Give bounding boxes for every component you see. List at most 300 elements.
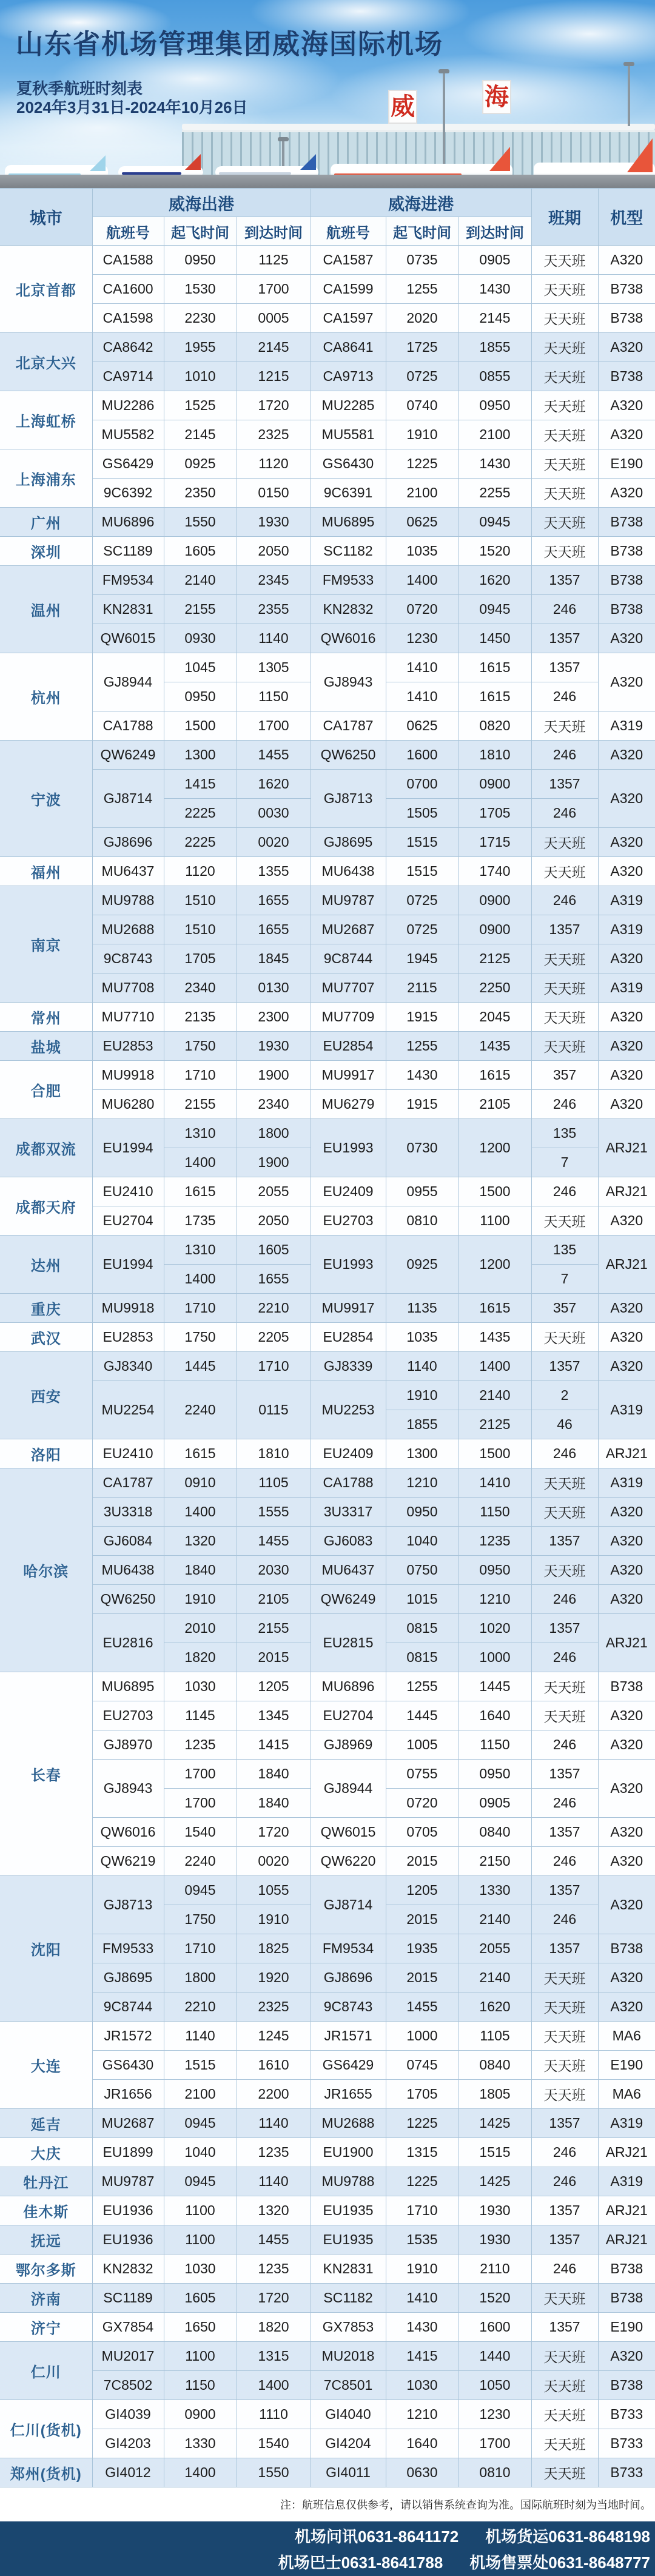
table-row	[0, 1206, 655, 1236]
flight-cell: MU6279	[311, 1090, 386, 1119]
flight-cell: MU6896	[311, 1672, 386, 1701]
flight-cell: 0730	[386, 1119, 458, 1177]
flight-cell: 2140	[458, 1905, 531, 1934]
flight-cell: 0745	[386, 2051, 458, 2080]
flight-cell: 1955	[164, 333, 237, 362]
tarmac	[0, 175, 655, 188]
flight-cell: KN2831	[92, 595, 164, 624]
flight-cell: 2010	[164, 1614, 237, 1643]
flight-cell: 1710	[164, 1294, 237, 1323]
table-row	[0, 1498, 655, 1527]
flight-cell: 0030	[237, 799, 311, 828]
flight-cell: 1910	[386, 2255, 458, 2284]
flight-cell: MU2285	[311, 391, 386, 420]
flight-cell: 1705	[164, 944, 237, 974]
flight-cell: A320	[598, 333, 655, 362]
table-row	[0, 2429, 655, 2458]
table-row	[0, 1585, 655, 1614]
flight-cell: 0725	[386, 886, 458, 915]
flight-cell: 1855	[386, 1410, 458, 1439]
flight-cell: EU2409	[311, 1439, 386, 1468]
flight-cell: E190	[598, 449, 655, 479]
flight-cell: A319	[598, 974, 655, 1003]
flight-cell: B733	[598, 2400, 655, 2429]
flight-cell: A320	[598, 1847, 655, 1876]
table-row	[0, 1236, 655, 1265]
flight-cell: 1125	[237, 246, 311, 275]
flight-cell: 0815	[386, 1643, 458, 1672]
table-row	[0, 2458, 655, 2487]
flight-cell: 1500	[458, 1177, 531, 1206]
table-row	[0, 1556, 655, 1585]
flight-cell: 天天班	[531, 944, 598, 974]
flight-cell: 0945	[164, 2109, 237, 2138]
flight-cell: 1510	[164, 915, 237, 944]
flight-cell: 1357	[531, 1614, 598, 1643]
flight-cell: 1535	[386, 2225, 458, 2255]
flight-cell: 1357	[531, 2313, 598, 2342]
flight-cell: 1820	[237, 2313, 311, 2342]
flight-cell: CA8642	[92, 333, 164, 362]
flight-cell: 0735	[386, 246, 458, 275]
flight-cell: 1225	[386, 449, 458, 479]
flight-cell: KN2832	[92, 2255, 164, 2284]
flight-cell: A320	[598, 741, 655, 770]
flight-cell: 1700	[164, 1760, 237, 1789]
flight-cell: QW6250	[311, 741, 386, 770]
flight-cell: 天天班	[531, 1701, 598, 1730]
flight-cell: 1415	[237, 1730, 311, 1760]
flight-cell: B738	[598, 1672, 655, 1701]
table-row	[0, 2371, 655, 2400]
city-cell: 大连	[0, 2022, 92, 2109]
flight-cell: GJ8339	[311, 1352, 386, 1381]
flight-cell: 天天班	[531, 974, 598, 1003]
flight-cell: A320	[598, 1730, 655, 1760]
flight-cell: 246	[531, 741, 598, 770]
flight-cell: 1810	[458, 741, 531, 770]
table-row	[0, 566, 655, 595]
flight-cell: CA9714	[92, 362, 164, 391]
flight-cell: 2210	[237, 1294, 311, 1323]
flight-cell: GI4203	[92, 2429, 164, 2458]
table-row	[0, 2284, 655, 2313]
flight-cell: 1840	[237, 1760, 311, 1789]
flight-cell: GJ8714	[311, 1876, 386, 1934]
flight-cell: MU5581	[311, 420, 386, 449]
flight-cell: 天天班	[531, 333, 598, 362]
flight-cell: 1515	[386, 828, 458, 857]
flight-cell: 1357	[531, 770, 598, 799]
flight-cell: 1105	[237, 1468, 311, 1498]
flight-cell: 1135	[386, 1294, 458, 1323]
col-header-days: 班期	[531, 189, 598, 246]
flight-cell: GJ8696	[92, 828, 164, 857]
flight-cell: 1320	[237, 2196, 311, 2225]
flight-cell: 1725	[386, 333, 458, 362]
flight-cell: QW6016	[311, 624, 386, 653]
flight-cell: GS6429	[92, 449, 164, 479]
flight-cell: 1000	[458, 1643, 531, 1672]
flight-cell: 2140	[458, 1963, 531, 1993]
flight-cell: 1605	[164, 537, 237, 566]
table-row	[0, 1876, 655, 1905]
flight-cell: 2100	[386, 479, 458, 508]
flight-cell: MA6	[598, 2022, 655, 2051]
flight-cell: A320	[598, 1993, 655, 2022]
flight-cell: 357	[531, 1294, 598, 1323]
flight-cell: 1150	[458, 1730, 531, 1760]
flight-cell: 1357	[531, 1760, 598, 1789]
flight-cell: QW6249	[92, 741, 164, 770]
city-cell: 北京首都	[0, 246, 92, 333]
flight-cell: 246	[531, 2167, 598, 2196]
flight-cell: 1435	[458, 1032, 531, 1061]
flight-cell: 1750	[164, 1032, 237, 1061]
flight-cell: 2050	[237, 1206, 311, 1236]
city-cell: 延吉	[0, 2109, 92, 2138]
flight-cell: GI4040	[311, 2400, 386, 2429]
flight-cell: A320	[598, 1003, 655, 1032]
flight-cell: GJ8969	[311, 1730, 386, 1760]
flight-cell: 天天班	[531, 1323, 598, 1352]
city-cell: 合肥	[0, 1061, 92, 1119]
flight-cell: GJ8944	[92, 653, 164, 711]
flight-cell: 1930	[458, 2196, 531, 2225]
flight-cell: 1515	[458, 2138, 531, 2167]
flight-cell: 246	[531, 682, 598, 711]
flight-cell: QW6220	[311, 1847, 386, 1876]
flight-cell: FM9534	[311, 1934, 386, 1963]
flight-cell: 1145	[164, 1701, 237, 1730]
flight-cell: MU2687	[311, 915, 386, 944]
flight-cell: GJ8713	[311, 770, 386, 828]
flight-cell: 0115	[237, 1381, 311, 1439]
flight-cell: 246	[531, 1730, 598, 1760]
flight-cell: 天天班	[531, 304, 598, 333]
flight-cell: 0950	[164, 246, 237, 275]
flight-cell: ARJ21	[598, 1236, 655, 1294]
flight-cell: FM9533	[311, 566, 386, 595]
flight-cell: 2155	[237, 1614, 311, 1643]
city-cell: 杭州	[0, 653, 92, 741]
flight-cell: 天天班	[531, 1556, 598, 1585]
flight-cell: 1020	[458, 1614, 531, 1643]
flight-cell: EU2410	[92, 1177, 164, 1206]
flight-cell: 1400	[164, 1148, 237, 1177]
table-row	[0, 828, 655, 857]
table-row	[0, 1061, 655, 1090]
flight-cell: 1400	[458, 1352, 531, 1381]
flight-cell: 天天班	[531, 1003, 598, 1032]
flight-cell: E190	[598, 2313, 655, 2342]
flight-cell: 1620	[458, 566, 531, 595]
flight-cell: 1357	[531, 1934, 598, 1963]
flight-cell: 9C6391	[311, 479, 386, 508]
city-cell: 北京大兴	[0, 333, 92, 391]
flight-cell: 1120	[164, 857, 237, 886]
flight-cell: 1900	[237, 1061, 311, 1090]
flight-cell: CA1788	[92, 711, 164, 741]
city-cell: 郑州(货机)	[0, 2458, 92, 2487]
flight-cell: 1615	[458, 682, 531, 711]
flight-cell: 1720	[237, 2284, 311, 2313]
flight-cell: 0945	[164, 1876, 237, 1905]
flight-cell: 0900	[458, 915, 531, 944]
flight-cell: 0725	[386, 362, 458, 391]
flight-cell: 0755	[386, 1760, 458, 1789]
flight-cell: 1705	[458, 799, 531, 828]
flight-cell: EU2815	[311, 1614, 386, 1672]
flight-cell: 0630	[386, 2458, 458, 2487]
flight-cell: 2110	[458, 2255, 531, 2284]
flight-cell: 0925	[164, 449, 237, 479]
city-cell: 广州	[0, 508, 92, 537]
col-header-arr-arr-time: 到达时间	[458, 217, 531, 246]
flight-cell: QW6249	[311, 1585, 386, 1614]
flight-cell: 0955	[386, 1177, 458, 1206]
flight-cell: 1655	[237, 915, 311, 944]
flight-cell: 246	[531, 2255, 598, 2284]
table-row	[0, 1381, 655, 1410]
flight-cell: 1245	[237, 2022, 311, 2051]
flight-cell: 1400	[164, 1265, 237, 1294]
flight-cell: GJ8970	[92, 1730, 164, 1760]
flight-cell: 2205	[237, 1323, 311, 1352]
table-row	[0, 1993, 655, 2022]
flight-cell: JR1655	[311, 2080, 386, 2109]
flight-cell: A320	[598, 1061, 655, 1090]
table-row	[0, 537, 655, 566]
flight-cell: 1605	[237, 1236, 311, 1265]
flight-cell: 0900	[458, 886, 531, 915]
schedule-date-range: 2024年3月31日-2024年10月26日	[16, 98, 248, 116]
flight-cell: 0130	[237, 974, 311, 1003]
flight-cell: 1550	[237, 2458, 311, 2487]
flight-cell: 1500	[164, 711, 237, 741]
flight-cell: A320	[598, 246, 655, 275]
flight-cell: A319	[598, 1468, 655, 1498]
flight-cell: 1235	[458, 1527, 531, 1556]
flight-cell: 1050	[458, 2371, 531, 2400]
city-cell: 西安	[0, 1352, 92, 1439]
city-cell: 达州	[0, 1236, 92, 1294]
flight-cell: 2145	[237, 333, 311, 362]
flight-cell: B738	[598, 595, 655, 624]
flight-cell: 1910	[164, 1585, 237, 1614]
flight-cell: 1840	[237, 1789, 311, 1818]
flight-cell: 1610	[237, 2051, 311, 2080]
flight-cell: 1357	[531, 1876, 598, 1905]
flight-cell: MU7707	[311, 974, 386, 1003]
flight-cell: EU2703	[311, 1206, 386, 1236]
flight-cell: 1330	[164, 2429, 237, 2458]
flight-cell: 1615	[458, 653, 531, 682]
flight-cell: 天天班	[531, 1963, 598, 1993]
flight-cell: 2325	[237, 420, 311, 449]
flight-cell: 1540	[237, 2429, 311, 2458]
flight-cell: 天天班	[531, 2371, 598, 2400]
table-row	[0, 2225, 655, 2255]
table-row	[0, 1177, 655, 1206]
city-cell: 长春	[0, 1672, 92, 1876]
flight-cell: GJ8695	[92, 1963, 164, 1993]
table-row	[0, 1032, 655, 1061]
city-cell: 仁川	[0, 2342, 92, 2400]
flight-cell: 1425	[458, 2109, 531, 2138]
flight-cell: 2355	[237, 595, 311, 624]
flight-cell: 2200	[237, 2080, 311, 2109]
flight-cell: A320	[598, 2342, 655, 2371]
flight-cell: 3U3318	[92, 1498, 164, 1527]
flight-cell: 1820	[164, 1643, 237, 1672]
flight-cell: EU2854	[311, 1032, 386, 1061]
flight-cell: GS6430	[311, 449, 386, 479]
flight-cell: 2340	[164, 974, 237, 1003]
flight-cell: E190	[598, 2051, 655, 2080]
flight-cell: QW6250	[92, 1585, 164, 1614]
flight-cell: 1035	[386, 1323, 458, 1352]
flight-cell: 1205	[237, 1672, 311, 1701]
flight-cell: 1040	[164, 2138, 237, 2167]
flight-cell: 1300	[164, 741, 237, 770]
flight-cell: CA8641	[311, 333, 386, 362]
flight-cell: CA1597	[311, 304, 386, 333]
flight-cell: MU2253	[311, 1381, 386, 1439]
flight-cell: B738	[598, 2284, 655, 2313]
flight-cell: A320	[598, 653, 655, 711]
table-row	[0, 915, 655, 944]
flight-cell: 0020	[237, 828, 311, 857]
flight-cell: 0740	[386, 391, 458, 420]
table-row	[0, 711, 655, 741]
flight-cell: 0005	[237, 304, 311, 333]
flight-cell: 135	[531, 1236, 598, 1265]
flight-cell: EU1993	[311, 1236, 386, 1294]
city-cell: 盐城	[0, 1032, 92, 1061]
flight-cell: A320	[598, 770, 655, 828]
flight-cell: MU6437	[311, 1556, 386, 1585]
flight-cell: 1105	[458, 2022, 531, 2051]
flight-cell: 1455	[237, 741, 311, 770]
contact-ticket-office: 机场售票处0631-8648777	[469, 2554, 650, 2572]
table-row	[0, 2196, 655, 2225]
flight-cell: 1215	[237, 362, 311, 391]
flight-cell: MU6895	[311, 508, 386, 537]
flight-cell: 1357	[531, 1818, 598, 1847]
flight-cell: 1935	[386, 1934, 458, 1963]
flight-cell: A320	[598, 1963, 655, 1993]
flight-cell: 1600	[458, 2313, 531, 2342]
flight-cell: SC1189	[92, 2284, 164, 2313]
flight-cell: 1140	[386, 1352, 458, 1381]
city-cell: 抚远	[0, 2225, 92, 2255]
flight-cell: 1410	[386, 653, 458, 682]
flight-cell: 2105	[458, 1090, 531, 1119]
flight-cell: 1715	[458, 828, 531, 857]
flight-cell: MA6	[598, 2080, 655, 2109]
flight-cell: A320	[598, 1585, 655, 1614]
flight-cell: B733	[598, 2429, 655, 2458]
flight-cell: 0150	[237, 479, 311, 508]
flight-cell: EU1899	[92, 2138, 164, 2167]
flight-cell: 天天班	[531, 2429, 598, 2458]
flight-cell: 2145	[458, 304, 531, 333]
flight-cell: 1000	[386, 2022, 458, 2051]
city-cell: 哈尔滨	[0, 1468, 92, 1672]
flight-cell: GX7854	[92, 2313, 164, 2342]
page-title: 山东省机场管理集团威海国际机场	[16, 29, 444, 59]
weihai-sign-char-2: 海	[482, 80, 511, 114]
flight-cell: 1310	[164, 1236, 237, 1265]
flight-cell: 0950	[458, 1556, 531, 1585]
flight-cell: 246	[531, 1905, 598, 1934]
flight-cell: 天天班	[531, 857, 598, 886]
flight-cell: A320	[598, 944, 655, 974]
flight-cell: MU2688	[311, 2109, 386, 2138]
table-row	[0, 1730, 655, 1760]
flight-cell: 2240	[164, 1847, 237, 1876]
flight-cell: A319	[598, 2167, 655, 2196]
flight-cell: MU7708	[92, 974, 164, 1003]
table-row	[0, 2109, 655, 2138]
flight-cell: 0910	[164, 1468, 237, 1498]
flight-cell: 1140	[237, 624, 311, 653]
flight-cell: 1750	[164, 1905, 237, 1934]
flight-cell: 1700	[237, 711, 311, 741]
flight-cell: 246	[531, 1789, 598, 1818]
flight-cell: A320	[598, 1352, 655, 1381]
flight-cell: 0700	[386, 770, 458, 799]
flight-cell: SC1182	[311, 537, 386, 566]
flight-cell: 1150	[237, 682, 311, 711]
flight-cell: 0905	[458, 246, 531, 275]
flight-cell: KN2832	[311, 595, 386, 624]
flight-cell: A320	[598, 1701, 655, 1730]
flight-cell: EU1994	[92, 1119, 164, 1177]
flight-cell: 1900	[237, 1148, 311, 1177]
flight-cell: GI4039	[92, 2400, 164, 2429]
flight-cell: 2015	[386, 1847, 458, 1876]
flight-cell: 0820	[458, 711, 531, 741]
flight-cell: A319	[598, 915, 655, 944]
flight-cell: 357	[531, 1061, 598, 1090]
disclaimer-note: 注：航班信息仅供参考，请以销售系统查询为准。国际航班时刻为当地时间。	[280, 2499, 651, 2511]
flight-cell: B733	[598, 2458, 655, 2487]
flight-cell: 1515	[386, 857, 458, 886]
flight-cell: A319	[598, 2109, 655, 2138]
flight-cell: 1845	[237, 944, 311, 974]
flight-cell: 246	[531, 1177, 598, 1206]
flight-cell: 1235	[237, 2255, 311, 2284]
flight-cell: 天天班	[531, 420, 598, 449]
flight-cell: 天天班	[531, 2400, 598, 2429]
flight-cell: 天天班	[531, 479, 598, 508]
flight-cell: 2140	[458, 1381, 531, 1410]
flight-cell: 1615	[458, 1294, 531, 1323]
flight-cell: 1330	[458, 1876, 531, 1905]
flight-cell: GX7853	[311, 2313, 386, 2342]
flight-cell: 2125	[458, 1410, 531, 1439]
flight-cell: EU2703	[92, 1701, 164, 1730]
flight-cell: B738	[598, 537, 655, 566]
flight-cell: 1505	[386, 799, 458, 828]
flight-cell: 1525	[164, 391, 237, 420]
flight-cell: 246	[531, 1847, 598, 1876]
flight-cell: 7C8501	[311, 2371, 386, 2400]
flight-cell: 1840	[164, 1556, 237, 1585]
flight-cell: 2055	[458, 1934, 531, 1963]
